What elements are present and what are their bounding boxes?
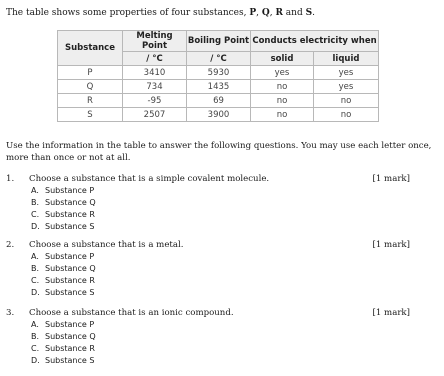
header-solid: solid — [251, 52, 314, 66]
cell-melting-point: -95 — [123, 94, 187, 108]
question-header — [6, 308, 436, 320]
option-b[interactable] — [31, 332, 436, 344]
question-header — [6, 174, 436, 186]
option-d[interactable] — [31, 288, 436, 300]
question-1 — [6, 174, 436, 234]
option-d[interactable] — [31, 356, 436, 368]
question-number: 2. — [6, 240, 15, 250]
header-boiling-unit: / °C — [187, 52, 251, 66]
question-text: Choose a substance that is a simple covalent molecule. — [29, 174, 270, 184]
cell-boiling-point: 69 — [187, 94, 251, 108]
question-number: 3. — [6, 308, 15, 318]
intro-suffix: . — [312, 8, 315, 18]
question-text: Choose a substance that is an ionic compound. — [29, 308, 234, 318]
header-melting-unit: / °C — [123, 52, 187, 66]
properties-table — [57, 30, 379, 122]
intro-sep: and — [282, 8, 306, 18]
option-text: Substance P — [45, 320, 95, 329]
intro-name-r: R — [275, 8, 283, 18]
option-letter: D. — [31, 222, 40, 231]
question-mark: [1 mark] — [372, 308, 410, 318]
cell-solid: no — [251, 108, 314, 122]
option-letter: A. — [31, 186, 39, 195]
option-a[interactable] — [31, 186, 436, 198]
option-b[interactable] — [31, 264, 436, 276]
cell-melting-point: 3410 — [123, 66, 187, 80]
cell-solid: yes — [251, 66, 314, 80]
intro-sep: , — [256, 8, 262, 18]
table-row — [58, 94, 379, 108]
option-letter: C. — [31, 344, 40, 353]
cell-solid: no — [251, 94, 314, 108]
cell-melting-point: 2507 — [123, 108, 187, 122]
header-boiling-point: Boiling Point — [187, 31, 251, 52]
cell-substance: P — [58, 66, 123, 80]
option-text: Substance R — [45, 344, 95, 353]
cell-substance: R — [58, 94, 123, 108]
option-text: Substance Q — [45, 264, 96, 273]
question-number: 1. — [6, 174, 15, 184]
intro-name-q: Q — [261, 8, 270, 18]
option-text: Substance R — [45, 210, 95, 219]
option-letter: B. — [31, 264, 40, 273]
cell-boiling-point: 3900 — [187, 108, 251, 122]
option-c[interactable] — [31, 344, 436, 356]
cell-liquid: no — [314, 94, 379, 108]
cell-boiling-point: 5930 — [187, 66, 251, 80]
option-text: Substance P — [45, 252, 95, 261]
cell-liquid: yes — [314, 80, 379, 94]
header-liquid: liquid — [314, 52, 379, 66]
option-letter: D. — [31, 356, 40, 365]
option-text: Substance Q — [45, 332, 96, 341]
intro-sep: , — [269, 8, 276, 18]
header-conducts: Conducts electricity when — [251, 31, 379, 52]
option-letter: C. — [31, 210, 40, 219]
question-header — [6, 240, 436, 252]
intro-prefix: The table shows some properties of four substances, — [6, 8, 250, 18]
intro-text — [6, 8, 315, 18]
table-row — [58, 108, 379, 122]
option-text: Substance S — [45, 222, 95, 231]
table-row — [58, 66, 379, 80]
intro-name-s: S — [305, 8, 313, 18]
option-text: Substance S — [45, 288, 95, 297]
cell-substance: Q — [58, 80, 123, 94]
table-row — [58, 80, 379, 94]
cell-substance: S — [58, 108, 123, 122]
option-c[interactable] — [31, 210, 436, 222]
question-text: Choose a substance that is a metal. — [29, 240, 184, 250]
instructions-text: Use the information in the table to answer the following questions. You may use each letter once, more than once or not at all. — [6, 141, 432, 163]
option-a[interactable] — [31, 320, 436, 332]
question-mark: [1 mark] — [372, 174, 410, 184]
option-d[interactable] — [31, 222, 436, 234]
intro-name-p: P — [249, 8, 257, 18]
option-a[interactable] — [31, 252, 436, 264]
option-text: Substance P — [45, 186, 95, 195]
question-2 — [6, 240, 436, 300]
option-letter: A. — [31, 252, 39, 261]
option-letter: A. — [31, 320, 39, 329]
cell-melting-point: 734 — [123, 80, 187, 94]
option-b[interactable] — [31, 198, 436, 210]
option-c[interactable] — [31, 276, 436, 288]
cell-solid: no — [251, 80, 314, 94]
cell-liquid: yes — [314, 66, 379, 80]
table-header-row — [58, 31, 379, 52]
question-3 — [6, 308, 436, 368]
cell-liquid: no — [314, 108, 379, 122]
option-letter: C. — [31, 276, 40, 285]
option-letter: B. — [31, 332, 40, 341]
option-text: Substance S — [45, 356, 95, 365]
option-text: Substance R — [45, 276, 95, 285]
header-substance: Substance — [58, 31, 123, 66]
header-melting-point: Melting Point — [123, 31, 187, 52]
cell-boiling-point: 1435 — [187, 80, 251, 94]
option-letter: B. — [31, 198, 40, 207]
question-mark: [1 mark] — [372, 240, 410, 250]
option-text: Substance Q — [45, 198, 96, 207]
option-letter: D. — [31, 288, 40, 297]
